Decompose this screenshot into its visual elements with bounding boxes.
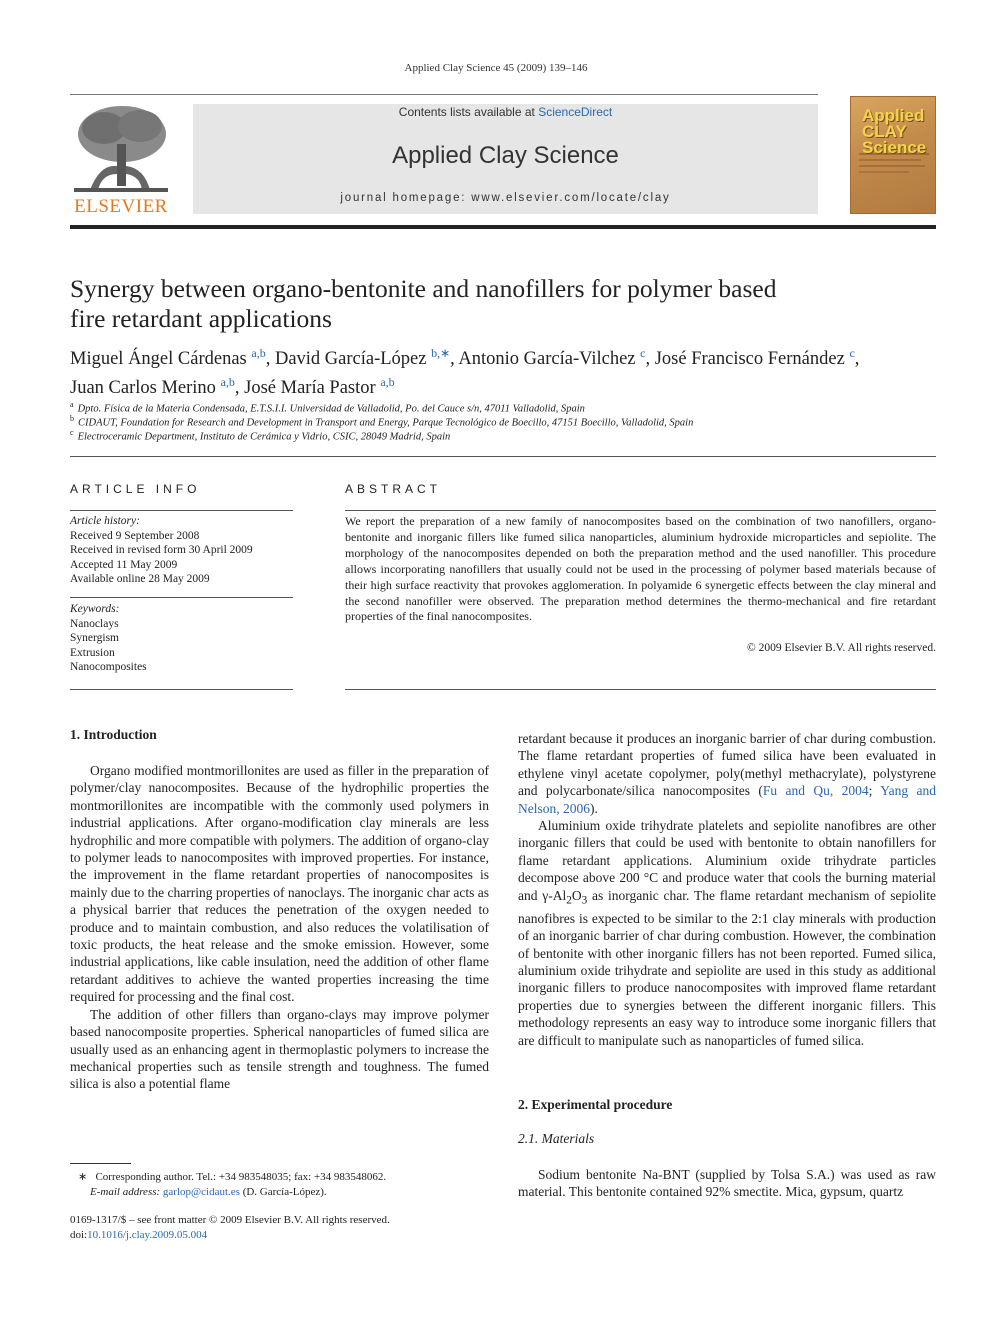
history-label: Article history: <box>70 515 140 527</box>
affiliation-key: b <box>70 414 74 423</box>
history-revised: Received in revised form 30 April 2009 <box>70 544 253 556</box>
front-matter <box>70 1213 500 1243</box>
contents-prefix: Contents lists available at <box>398 105 539 119</box>
affiliation-key: a <box>70 400 74 409</box>
author-affil-mark[interactable]: c <box>640 346 646 360</box>
reference-sep: ; <box>868 783 881 799</box>
author-sep: , <box>450 349 459 370</box>
doi-link[interactable]: 10.1016/j.clay.2009.05.004 <box>87 1229 208 1241</box>
author-list <box>70 342 936 400</box>
author-line-2 <box>70 371 936 400</box>
abstract-bottom-rule <box>345 689 936 690</box>
history-online: Available online 28 May 2009 <box>70 573 210 585</box>
affiliation-rule <box>70 456 936 457</box>
article-history <box>70 514 293 587</box>
title-line-1: Synergy between organo-bentonite and nanofillers for polymer based <box>70 274 777 303</box>
journal-citation: Applied Clay Science 45 (2009) 139–146 <box>404 62 588 74</box>
keywords-label: Keywords: <box>70 603 120 615</box>
sciencedirect-link[interactable]: ScienceDirect <box>538 105 613 119</box>
col2-p1-end: ). <box>590 800 598 816</box>
subscript: 2 <box>566 894 572 907</box>
author-affil-mark[interactable]: c <box>849 346 855 360</box>
email-link[interactable]: garlop@cidaut.es <box>162 1186 240 1198</box>
cover-title: Applied CLAY Science <box>862 106 927 157</box>
article-info-heading: ARTICLE INFO <box>70 482 201 496</box>
reference-link[interactable]: Fu and Qu, 2004 <box>762 783 869 799</box>
materials-paragraph: Sodium bentonite Na-BNT (supplied by Tolsa S.A.) was used as raw material. This bentonite contained 92% smectite. Mica, gypsum, quartz <box>518 1167 936 1200</box>
footnote-rule <box>70 1163 131 1164</box>
keywords-block <box>70 602 293 675</box>
abstract-copyright: © 2009 Elsevier B.V. All rights reserved. <box>747 642 936 654</box>
journal-homepage-link[interactable]: journal homepage: www.elsevier.com/locate/clay <box>340 192 671 204</box>
email-suffix: (D. García-López). <box>239 1186 327 1198</box>
col2-p2-text: as inorganic char. The flame retardant mechanism of sepiolite nanofibres is expected to be similar to the 2:1 clay minerals with production of an inorganic barrier of char during combustion. However, the combination of bentonite with other inorganic fillers has not been reported. Fumed silica, aluminium oxide trihydrate and sepiolite are used in this study as additional inorganic fillers to produce nanocomposites with improved flame retardant properties due to synergies between the different inorganic fillers. This methodology represents an easy way to introduce some inorganic fillers that are difficult to manipulate such as nanoparticles of fumed silica. <box>518 887 936 1048</box>
author-name[interactable]: Antonio García-Vilchez <box>458 349 636 370</box>
history-received: Received 9 September 2008 <box>70 529 200 542</box>
intro-column <box>70 762 489 1093</box>
affiliation-b <box>70 414 936 429</box>
author-name[interactable]: Juan Carlos Merino <box>70 378 216 399</box>
author-sep: , <box>234 378 245 399</box>
author-affil-mark[interactable]: a,b <box>220 375 235 390</box>
abstract-text: We report the preparation of a new family of nanocomposites based on the combination of two nanofillers, organo-bentonite and inorganic fillers like fumed silica nanoparticles, aluminium hydroxide microparticles and sepiolite. The morphology of the nanocomposites depended on both the preparation method and the used nanofiller. This procedure allows incorporating nanofillers that usually could not be used in the processing of polymer based materials because of their high surface reactivity that provokes agglomeration. In polyamide 6 synergetic effects between the clay mineral and the second nanofiller were observed. The preparation method determines the thermo-mechanical and fire retardant properties of the final nanocomposites. <box>345 514 936 624</box>
affiliation-text: Electroceramic Department, Instituto de Cerámica y Vidrio, CSIC, 28049 Madrid, Spain <box>77 431 451 443</box>
col2-paragraph-2 <box>518 817 936 1049</box>
author-affil-mark[interactable]: b,∗ <box>431 346 451 360</box>
keyword-item[interactable]: Nanoclays <box>70 617 119 630</box>
keyword-item[interactable]: Synergism <box>70 632 119 644</box>
footnote-mark: ∗ <box>78 1171 88 1183</box>
subscript: 3 <box>581 894 588 907</box>
title-line-2: fire retardant applications <box>70 304 332 333</box>
article-title <box>70 274 830 334</box>
intro-paragraph-2: The addition of other fillers than organo-clays may improve polymer based nanocomposite properties. Spherical nanoparticles of fumed silica are usually used as an enhancing agent in thermoplastic polymers to increase the mechanical properties such as tensile strength and toughness. The fumed silica is also a potential flame <box>70 1006 489 1092</box>
header-thick-rule <box>70 225 936 229</box>
doi-label: doi: <box>70 1229 88 1241</box>
materials-column <box>518 1166 936 1201</box>
footnote-text: Corresponding author. Tel.: +34 983548035; fax: +34 983548062. <box>95 1171 387 1183</box>
col2-p2-text: Aluminium oxide trihydrate platelets and sepiolite nanofibres are other inorganic fillers that could be used with bentonite to obtain nanofillers for flame retardant applications. Aluminium oxide trihydrate particles decompose above 200 °C and produce water that cools the burning material and γ-Al <box>518 818 936 903</box>
section-heading-introduction: 1. Introduction <box>70 727 157 742</box>
reference-link[interactable]: Yang and Nelson, 2006 <box>518 783 937 816</box>
keyword-item[interactable]: Extrusion <box>70 646 115 659</box>
col2-p2-text: O <box>571 887 582 903</box>
col2-paragraph-1 <box>518 730 936 817</box>
affiliation-a <box>70 400 936 415</box>
keyword-item[interactable]: Nanocomposites <box>70 661 147 673</box>
abstract-heading: ABSTRACT <box>345 482 442 496</box>
header-rule <box>70 94 818 95</box>
subsection-heading-materials: 2.1. Materials <box>518 1131 595 1146</box>
author-name[interactable]: Miguel Ángel Cárdenas <box>70 349 247 370</box>
affiliation-c <box>70 428 936 443</box>
right-column <box>518 730 936 1049</box>
author-affil-mark[interactable]: a,b <box>380 375 395 390</box>
elsevier-wordmark: ELSEVIER <box>74 196 168 217</box>
author-sep: , <box>854 349 860 370</box>
author-affil-mark[interactable]: a,b <box>251 346 266 360</box>
contents-line <box>193 105 818 119</box>
section-heading-experimental: 2. Experimental procedure <box>518 1097 673 1112</box>
article-info-rule <box>70 510 293 511</box>
affiliation-text: CIDAUT, Foundation for Research and Development in Transport and Energy, Parque Tecnológico de Boecillo, 47151 Boecillo, Valladolid, Spain <box>78 417 694 429</box>
article-info-bottom-rule <box>70 689 293 690</box>
email-label: E-mail address: <box>90 1186 163 1198</box>
affiliation-key: c <box>70 428 74 437</box>
author-name[interactable]: José María Pastor <box>244 378 376 399</box>
abstract-rule <box>345 510 936 511</box>
intro-paragraph-1: Organo modified montmorillonites are used as filler in the preparation of polymer/clay nanocomposites. Because of the hydrophilic properties the montmorillonites are incompatible with the commonly used polymers in industrial applications. After organo-modification clay minerals are less hydrophilic and more compatible with polymers. The addition of organo-clay to polymer leads to nanocomposites with improved properties. For instance, the improvement in the flame retardant properties of nanocomposites is mainly due to the charring properties of nanoclays. The inorganic char acts as a physical barrier that reduces the penetration of the oxygen needed to produce and to maintain combustion, and also reduces the volatilisation of toxic products, the heat release and the smoke emission. However, some industrial applications, like cable insulation, need the addition of other flame retardant additives to achieve the wanted properties increasing the time required for processing and the final cost. <box>70 763 489 1005</box>
author-name[interactable]: José Francisco Fernández <box>654 349 845 370</box>
corresponding-author-footnote <box>78 1170 498 1200</box>
history-accepted: Accepted 11 May 2009 <box>70 558 178 571</box>
front-matter-text: 0169-1317/$ – see front matter © 2009 Elsevier B.V. All rights reserved. <box>70 1214 390 1226</box>
author-sep: , <box>645 349 655 370</box>
author-line-1 <box>70 342 936 371</box>
col2-p1-text: retardant because it produces an inorganic barrier of char during combustion. The flame retardant properties of fumed silica have been evaluated in ethylene vinyl acetate copolymer, poly(methyl methacrylate), polystyrene and polycarbonate/silica nanocomposites ( <box>518 731 936 799</box>
journal-title: Applied Clay Science <box>392 142 619 169</box>
affiliation-text: Dpto. Física de la Materia Condensada, E.T.S.I.I. Universidad de Valladolid, Po. del Cauce s/n, 47011 Valladolid, Spain <box>77 403 585 415</box>
author-sep: , <box>265 349 275 370</box>
keywords-rule <box>70 597 293 598</box>
author-name[interactable]: David García-López <box>274 349 427 370</box>
